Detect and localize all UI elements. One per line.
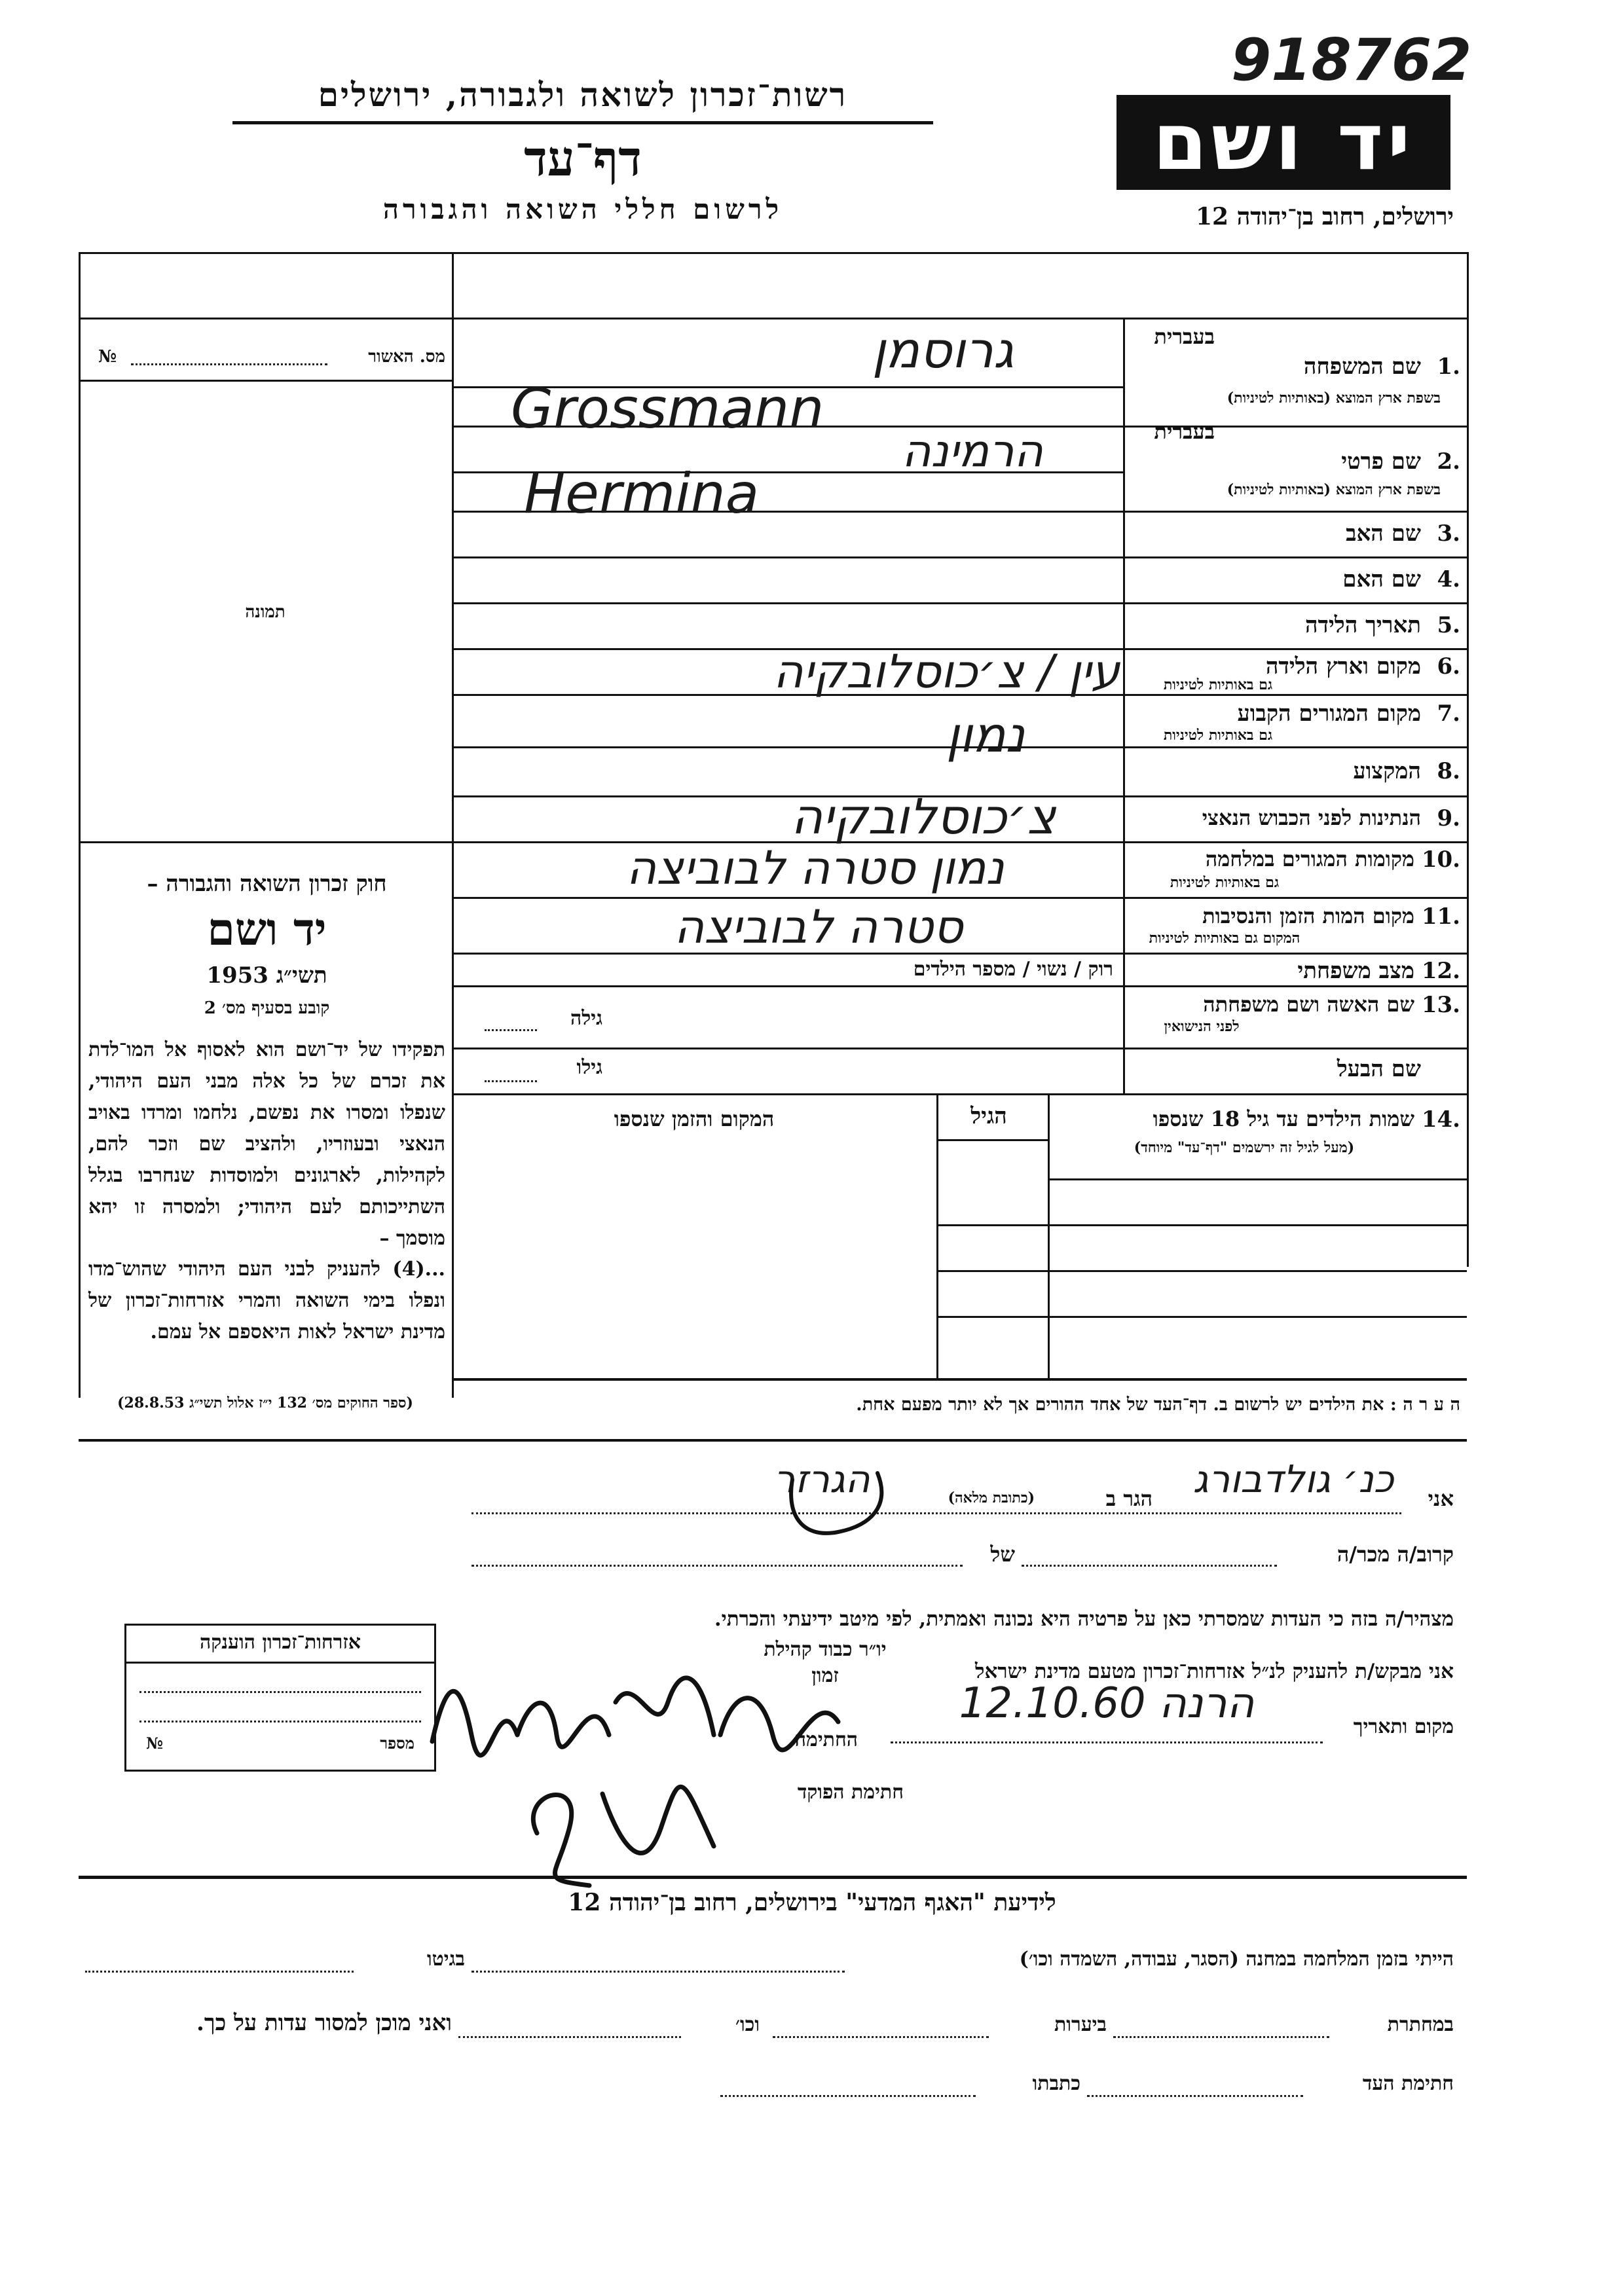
residence-value: נמון <box>946 707 1025 763</box>
frame-left <box>79 252 81 1398</box>
field-2-num: 2. <box>1437 448 1460 475</box>
footer-witness-sig: חתימת העד <box>1362 2072 1454 2095</box>
field-3-label: שם האב <box>1346 520 1421 547</box>
box-line <box>139 1721 421 1722</box>
official-signature-label: חתימת הפוקד <box>797 1781 904 1804</box>
header-address: ירושלים, רחוב בן־יהודה 12 <box>1195 203 1454 230</box>
children-bottom-rule <box>452 1378 1467 1381</box>
law-title: חוק זכרון השואה והגבורה – <box>147 871 387 897</box>
children-num: 14. <box>1421 1106 1460 1133</box>
field-11-label: מקום המות הזמן והנסיבות <box>1202 903 1414 928</box>
note-bottom-rule <box>79 1439 1467 1442</box>
field-1-lang: בעברית <box>1154 324 1215 349</box>
footer-witness-dots <box>1087 2095 1303 2097</box>
law-year: תשי״ג 1953 <box>206 962 327 989</box>
footer-underground: במחתרת <box>1387 2013 1454 2036</box>
field-10-sub: גם באותיות לטיניות <box>1170 874 1280 891</box>
field-1-num: 1. <box>1437 354 1460 380</box>
frame-top <box>79 252 1467 254</box>
birthplace-value: עין / צ׳כוסלובקיה <box>773 645 1120 699</box>
row-rule <box>452 1048 1467 1049</box>
frame-right <box>1467 252 1469 1267</box>
box-line <box>139 1691 421 1693</box>
surname-hebrew: גרוסמן <box>872 321 1014 379</box>
field-4-label: שם האם <box>1342 566 1421 592</box>
field-9-num: 9. <box>1437 805 1460 831</box>
approval-label: מס. האשור <box>368 347 445 367</box>
field-8-num: 8. <box>1437 758 1460 784</box>
children-header-rule <box>936 1139 1048 1141</box>
row-rule <box>452 897 1467 899</box>
page-title: דף־עד <box>524 131 642 187</box>
law-source: (ספר החוקים מס׳ 132 י״ז אלול תשי״ג 28.8.53) <box>117 1394 413 1412</box>
authority-name: רשות־זכרון לשואה ולגבורה, ירושלים <box>318 75 848 114</box>
citizenship-box <box>124 1624 436 1772</box>
top-band-line <box>79 318 1467 319</box>
place-date-label: מקום ותאריך <box>1353 1715 1454 1738</box>
wartime-residence-value: נמון סטרה לבוביצה <box>626 841 1005 895</box>
field-12-num: 12. <box>1421 958 1460 984</box>
field-2-lang: בעברית <box>1154 419 1215 444</box>
footer-etc-dots <box>458 2036 681 2038</box>
decl-statement: מצהיר/ה בזה כי העדות שמסרתי כאן על פרטיה היא נכונה ואמתית, לפי מיטב ידיעתי והכרתי. <box>714 1607 1454 1631</box>
footer-etc: וכו׳ <box>735 2013 760 2036</box>
children-col-age: הגיל <box>970 1103 1007 1129</box>
sidebar-divider <box>452 252 454 1398</box>
footer-ghetto: בגיטו <box>426 1948 465 1971</box>
declaration-bottom-rule <box>79 1876 1467 1879</box>
approval-line <box>79 380 452 382</box>
husband-label: שם הבעל <box>1337 1056 1421 1082</box>
children-row-rule <box>936 1316 1467 1318</box>
approval-dots <box>131 363 327 365</box>
field-10-label: מקומות המגורים במלחמה <box>1205 847 1414 871</box>
decl-prefix: אני <box>1428 1486 1454 1511</box>
footer-underground-dots <box>1113 2036 1329 2038</box>
children-row-rule <box>1048 1178 1467 1180</box>
field-12-label: מצב משפחתי <box>1297 958 1414 984</box>
wife-age-label: גילה <box>570 1007 602 1030</box>
footer-address-dots <box>720 2095 976 2097</box>
place-date-value: הרנה 12.10.60 <box>959 1679 1255 1728</box>
row-rule <box>452 1093 1467 1095</box>
field-11-sub: המקום גם באותיות לטיניות <box>1149 930 1301 947</box>
field-6-sub: גם באותיות לטיניות <box>1163 676 1273 693</box>
children-sub: (מעל לגיל זה ירשמים "דף־עד" מיוחד) <box>1134 1139 1355 1156</box>
children-row-rule <box>936 1270 1467 1272</box>
wife-age-dots <box>485 1029 537 1031</box>
photo-label: תמונה <box>245 602 286 622</box>
field-13-label: שם האשה ושם משפחתה <box>1203 992 1414 1017</box>
footer-ghetto-dots <box>85 1971 354 1973</box>
authority-underline <box>232 121 933 124</box>
decl-relation: קרוב/ה מכר/ה <box>1337 1542 1454 1567</box>
field-3-num: 3. <box>1437 520 1460 547</box>
field-6-num: 6. <box>1437 653 1460 680</box>
field-1-label: שם המשפחה <box>1303 354 1421 380</box>
declarant-name: כנ׳ גולדבורג <box>1192 1457 1394 1501</box>
yad-vashem-logo <box>1116 95 1450 190</box>
law-clause: קובע בסעיף מס׳ 2 <box>204 998 330 1018</box>
field-1-sub: בשפת ארץ המוצא (באותיות לטיניות) <box>1227 390 1441 407</box>
firstname-hebrew: הרמינה <box>902 426 1043 477</box>
children-col-divider <box>1048 1093 1050 1378</box>
footer-forests: ביערות <box>1054 2013 1107 2036</box>
footer-title: לידיעת "האגף המדעי" בירושלים, רחוב בן־יהודה 12 <box>568 1889 1056 1916</box>
row-rule <box>452 556 1467 558</box>
declarant-address: הגרזר <box>773 1457 870 1501</box>
labels-divider <box>1123 318 1125 1093</box>
children-col-divider <box>936 1093 938 1378</box>
decl-line1-dots <box>471 1512 1401 1514</box>
law-text-2: ...(4) להעניק לבני העם היהודי שהוש־מדו ונפלו בימי השואה והמרי אזרחות־זכרון של מדינת ישראל לאות היאספם אל עמם. <box>88 1258 445 1343</box>
footer-address: כתבתו <box>1032 2072 1080 2095</box>
field-6-label: מקום וארץ הלידה <box>1265 653 1421 680</box>
children-col-place: המקום והזמן שנספו <box>614 1106 775 1131</box>
field-5-num: 5. <box>1437 612 1460 638</box>
official-signature <box>511 1755 727 1905</box>
decl-request: אני מבקש/ת להעניק לנ״ל אזרחות־זכרון מטעם מדינת ישראל <box>974 1660 1454 1683</box>
field-13-sub: לפני הנישואין <box>1164 1018 1240 1035</box>
row-rule <box>452 985 1467 987</box>
law-name: יד ושם <box>207 903 327 956</box>
field-2-sub: בשפת ארץ המוצא (באותיות לטיניות) <box>1227 481 1441 498</box>
children-label: שמות הילדים עד גיל 18 שנספו <box>1153 1106 1414 1131</box>
death-place-value: סטרה לבוביצה <box>674 900 963 954</box>
place-date-dots <box>891 1741 1323 1743</box>
firstname-latin: Hermina <box>524 462 760 526</box>
field-4-num: 4. <box>1437 566 1460 592</box>
citizenship-number-label: מספר <box>380 1734 415 1753</box>
approval-no-sign: № <box>98 347 117 367</box>
husband-age-dots <box>485 1080 537 1082</box>
row-rule <box>452 602 1467 604</box>
decl-address-hint: (כתובת מלאה) <box>948 1489 1035 1506</box>
logo-text: יד ושם <box>1153 97 1414 188</box>
citizenship-no-sign: № <box>146 1734 164 1753</box>
decl-of: של <box>990 1542 1015 1567</box>
field-12-options: רוק / נשוי / מספר הילדים <box>913 958 1113 981</box>
field-7-num: 7. <box>1437 701 1460 727</box>
field-13-num: 13. <box>1421 992 1460 1018</box>
field-10-num: 10. <box>1421 847 1460 873</box>
address-scribble <box>779 1467 910 1545</box>
children-row-rule <box>936 1224 1467 1226</box>
surname-latin: Grossmann <box>511 376 824 441</box>
box-title-rule <box>126 1662 434 1664</box>
field-2-label: שם פרטי <box>1341 448 1421 475</box>
reference-number: 918762 <box>1231 26 1472 94</box>
stamp-text: יו״ר כבוד קהילת זמון <box>764 1638 887 1687</box>
citizenship-value: צ׳כוסלובקיה <box>790 789 1056 845</box>
photo-box-bottom <box>79 841 452 843</box>
footer-camp-dots <box>471 1971 845 1973</box>
page-subtitle: לרשום חללי השואה והגבורה <box>382 193 783 225</box>
field-8-label: המקצוע <box>1353 758 1421 784</box>
signature-label: החתימה <box>794 1728 858 1751</box>
footer-ready: ואני מוכן למסור עדות על כך. <box>196 2010 452 2036</box>
decl-of-dots <box>471 1565 963 1567</box>
decl-resides: הגר ב <box>1105 1486 1153 1511</box>
note-text: ה ע ר ה : את הילדים יש לרשום ב. דף־העד של אחד ההורים אך לא יותר מפעם אחת. <box>856 1394 1460 1415</box>
field-5-label: תאריך הלידה <box>1304 612 1421 638</box>
footer-forests-dots <box>773 2036 989 2038</box>
law-text-1: תפקידו של יד־ושם הוא לאסוף אל המו־לדת את זכרם של כל אלה מבני העם היהודי, שנפלו ומסרו את נפשם, נלחמו ומרדו באויב הנאצי ובעוזריו, ולהציב שם וזכר להם, לקהילות, לארגונים ולמוסדות שנחרבו בגלל השתייכותם לעם היהודי; ולמסרה זו יהא מוסמך – <box>88 1038 445 1250</box>
decl-relation-dots <box>1022 1565 1277 1567</box>
field-9-label: הנתינות לפני הכבוש הנאצי <box>1202 805 1421 830</box>
citizenship-box-title: אזרחות־זכרון הוענקה <box>199 1631 361 1654</box>
field-7-sub: גם באותיות לטיניות <box>1163 727 1273 744</box>
footer-camp: הייתי בזמן המלחמה במחנה (הסגר, עבודה, השמדה וכו׳) <box>1019 1948 1454 1971</box>
husband-age-label: גילו <box>576 1056 602 1079</box>
field-11-num: 11. <box>1421 903 1460 930</box>
field-7-label: מקום המגורים הקבוע <box>1237 701 1421 727</box>
